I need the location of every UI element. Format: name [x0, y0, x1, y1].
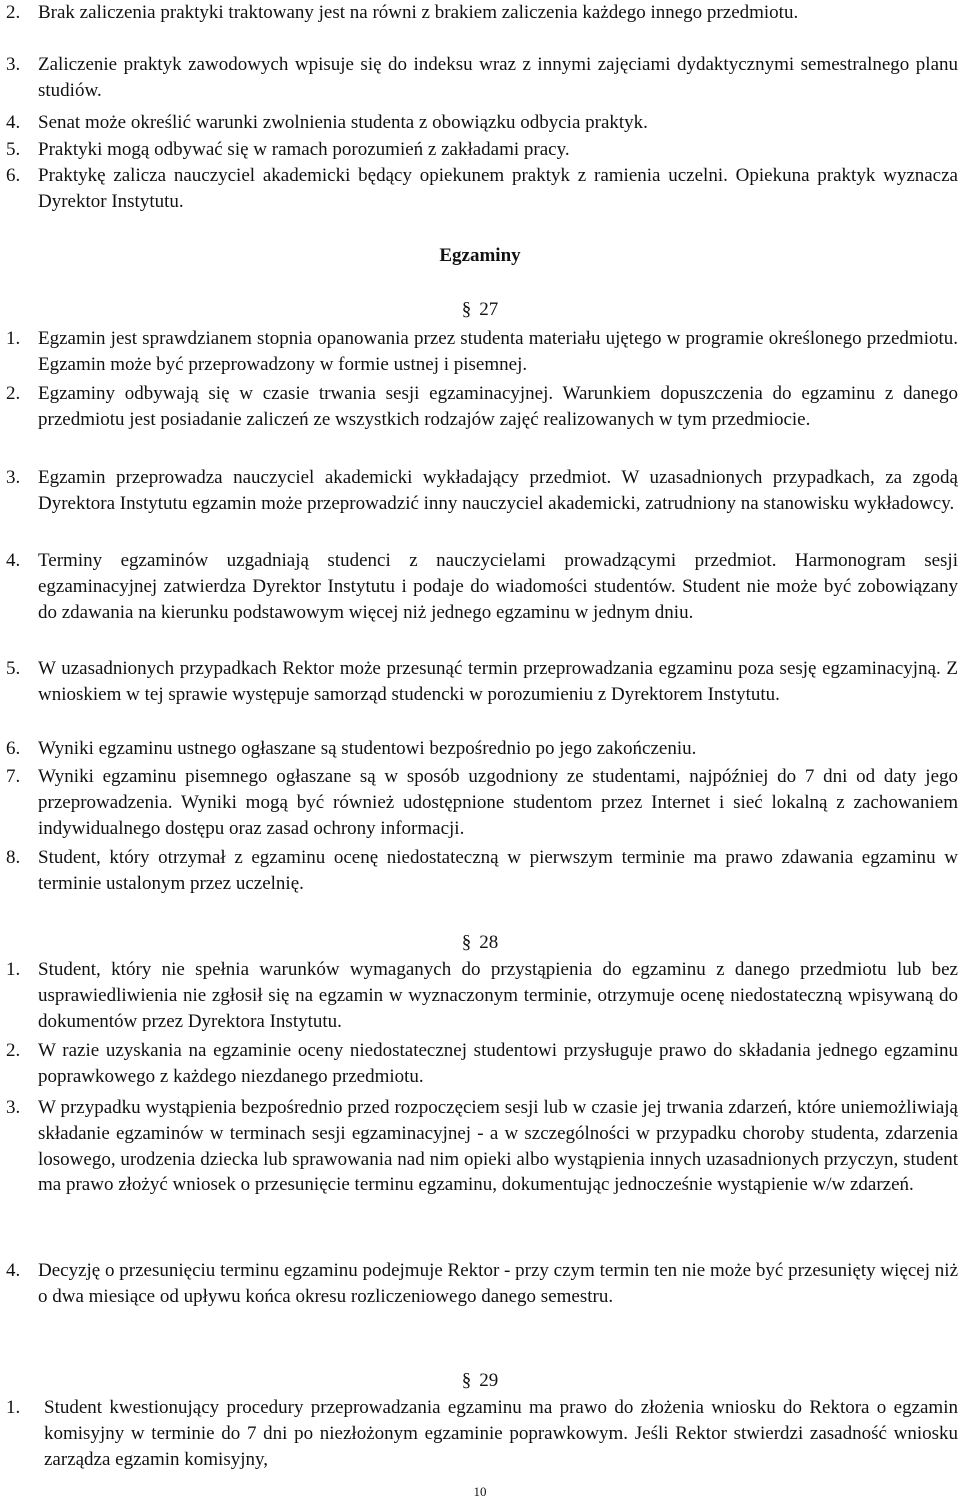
item-text: Egzamin przeprowadza nauczyciel akademicki wykładający przedmiot. W uzasadnionych przypadkach, za zgodą Dyrektora Instytutu egzamin może przeprowadzić inny nauczyciel akademicki, zatrudniony na stanowisku wykładowcy. — [38, 467, 958, 514]
item-text: Praktyki mogą odbywać się w ramach porozumień z zakładami pracy. — [38, 139, 570, 160]
list-item — [6, 1095, 958, 1198]
item-number: 3. — [6, 54, 21, 75]
section-heading: Egzaminy — [439, 245, 521, 266]
list-item — [6, 1038, 958, 1090]
item-text: Brak zaliczenia praktyki traktowany jest na równi z brakiem zaliczenia każdego innego przedmiotu. — [38, 2, 799, 23]
list-item — [6, 1258, 958, 1310]
item-number: 1. — [6, 959, 21, 980]
item-text: Decyzję o przesunięciu terminu egzaminu podejmuje Rektor - przy czym termin ten nie może być przesunięty więcej niż o dwa miesiące od upływu końca okresu rozliczeniowego danego semestru. — [38, 1260, 958, 1307]
list-item — [6, 0, 958, 26]
list-item — [6, 137, 958, 163]
paragraph-number-value: 27 — [479, 299, 499, 320]
list-item — [6, 381, 958, 433]
list-item — [6, 465, 958, 517]
list-item — [6, 656, 958, 708]
item-number: 4. — [6, 1260, 21, 1281]
item-number: 1. — [6, 328, 21, 349]
section-mark: § — [461, 299, 472, 320]
item-text: Egzaminy odbywają się w czasie trwania sesji egzaminacyjnej. Warunkiem dopuszczenia do egzaminu z danego przedmiotu jest posiadanie zaliczeń ze wszystkich rodzajów zajęć realizowanych w tym przedmiocie. — [38, 383, 958, 430]
list-item — [6, 736, 958, 762]
item-text: Zaliczenie praktyk zawodowych wpisuje się do indeksu wraz z innymi zajęciami dydaktycznymi semestralnego planu studiów. — [38, 54, 958, 101]
item-text: Terminy egzaminów uzgadniają studenci z nauczycielami prowadzącymi przedmiot. Harmonogram sesji egzaminacyjnej zatwierdza Dyrektor Instytutu i podaje do wiadomości studentów. Student nie może być zobowiązany do zdawania na kierunku podstawowym więcej niż jednego egzaminu w jednym dniu. — [38, 550, 958, 623]
page-number: 10 — [473, 1484, 487, 1499]
item-text: Student, który nie spełnia warunków wymaganych do przystąpienia do egzaminu z danego przedmiotu lub bez usprawiedliwienia nie zgłosił się na egzamin w wyznaczonym terminie, otrzymuje ocenę niedostateczną wpisywaną do dokumentów przez Dyrektora Instytutu. — [38, 959, 958, 1032]
item-text: Senat może określić warunki zwolnienia studenta z obowiązku odbycia praktyk. — [38, 112, 648, 133]
item-text: W uzasadnionych przypadkach Rektor może przesunąć termin przeprowadzania egzaminu poza sesję egzaminacyjną. Z wnioskiem w tej sprawie występuje samorząd studencki w porozumieniu z Dyrektorem Instytutu. — [38, 658, 958, 705]
item-number: 8. — [6, 847, 21, 868]
list-item — [6, 764, 958, 841]
list-item — [6, 845, 958, 897]
item-text: Wyniki egzaminu ustnego ogłaszane są studentowi bezpośrednio po jego zakończeniu. — [38, 738, 697, 759]
item-number: 5. — [6, 658, 21, 679]
paragraph-number-value: 28 — [479, 932, 499, 953]
item-number: 5. — [6, 139, 21, 160]
list-item — [6, 957, 958, 1034]
item-text: Student, który otrzymał z egzaminu ocenę niedostateczną w pierwszym terminie ma prawo zdawania egzaminu w terminie ustalonym przez uczelnię. — [38, 847, 958, 894]
item-text: W razie uzyskania na egzaminie oceny niedostatecznej studentowi przysługuje prawo do składania jednego egzaminu poprawkowego z każdego niezdanego przedmiotu. — [38, 1040, 958, 1087]
item-number: 6. — [6, 165, 21, 186]
item-number: 2. — [6, 2, 21, 23]
paragraph-number — [0, 297, 960, 323]
item-number: 6. — [6, 738, 21, 759]
list-item — [6, 52, 958, 104]
list-item — [6, 548, 958, 625]
item-text: Wyniki egzaminu pisemnego ogłaszane są w sposób uzgodniony ze studentami, najpóźniej do 7 dni od daty jego przeprowadzenia. Wyniki mogą być również udostępnione studentom przez Internet i sieć lokalną z zachowaniem indywidualnego dostępu oraz zasad ochrony informacji. — [38, 766, 958, 839]
item-number: 2. — [6, 1040, 21, 1061]
item-number: 1. — [6, 1397, 21, 1418]
paragraph-number — [0, 930, 960, 956]
paragraph-number-value: 29 — [479, 1370, 499, 1391]
item-number: 3. — [6, 467, 21, 488]
item-text: W przypadku wystąpienia bezpośrednio przed rozpoczęciem sesji lub w czasie jej trwania zdarzeń, które uniemożliwiają składanie egzaminów w terminach sesji egzaminacyjnej - a w szczególności w przypadku choroby studenta, zdarzenia losowego, urodzenia dziecka lub sprawowania nad nim opieki albo wystąpienia innych uzasadnionych przyczyn, student ma prawo złożyć wniosek o przesunięcie terminu egzaminu, dokumentując jednocześnie wystąpienie w/w zdarzeń. — [38, 1097, 958, 1196]
item-number: 4. — [6, 550, 21, 571]
section-mark: § — [461, 932, 472, 953]
item-number: 2. — [6, 383, 21, 404]
section-mark: § — [461, 1370, 472, 1391]
paragraph-number — [0, 1368, 960, 1394]
item-number: 7. — [6, 766, 21, 787]
item-number: 3. — [6, 1097, 21, 1118]
item-text: Egzamin jest sprawdzianem stopnia opanowania przez studenta materiału ujętego w programie określonego przedmiotu. Egzamin może być przeprowadzony w formie ustnej i pisemnej. — [38, 328, 958, 375]
item-text: Student kwestionujący procedury przeprowadzania egzaminu ma prawo do złożenia wniosku do Rektora o egzamin komisyjny w terminie do 7 dni po niezłożonym egzaminie poprawkowym. Jeśli Rektor stwierdzi zasadność wniosku zarządza egzamin komisyjny, — [44, 1397, 958, 1470]
list-item — [6, 110, 958, 136]
item-number: 4. — [6, 112, 21, 133]
list-item — [6, 326, 958, 378]
list-item — [6, 1395, 958, 1472]
item-text: Praktykę zalicza nauczyciel akademicki będący opiekunem praktyk z ramienia uczelni. Opiekuna praktyk wyznacza Dyrektor Instytutu. — [38, 165, 958, 212]
list-item — [6, 163, 958, 215]
